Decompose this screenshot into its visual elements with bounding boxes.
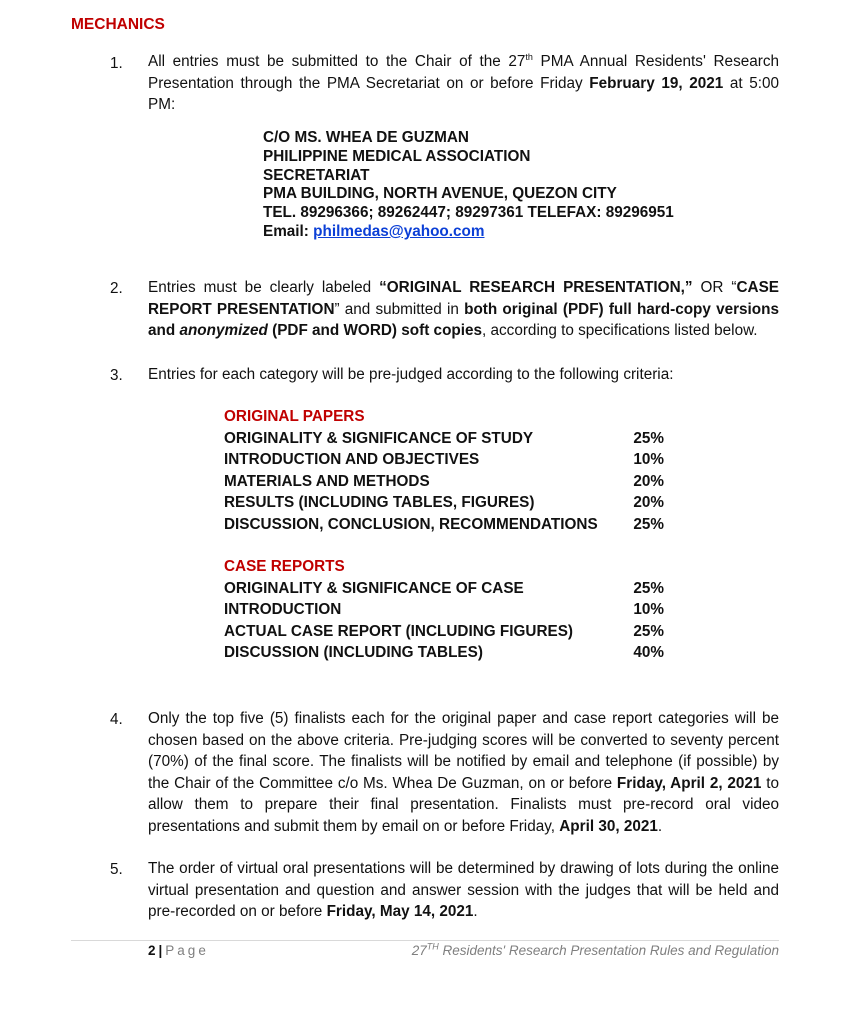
- item-number-1: 1.: [110, 55, 123, 72]
- page-word: Page: [165, 943, 209, 958]
- address-email-line: [263, 223, 674, 242]
- item-2-case-label: CASE REPORT PRESENTATION: [148, 279, 779, 318]
- criteria-percent: 20%: [633, 494, 664, 511]
- criteria-percent: 25%: [633, 622, 664, 640]
- criteria-percent: 25%: [633, 579, 664, 597]
- criteria-label: DISCUSSION, CONCLUSION, RECOMMENDATIONS: [224, 515, 598, 533]
- email-label: Email:: [263, 222, 314, 240]
- criteria-label: ACTUAL CASE REPORT (INCLUDING FIGURES): [224, 622, 573, 640]
- criteria-row: [224, 449, 664, 471]
- case-reports-title: CASE REPORTS: [224, 558, 345, 575]
- criteria-row: [224, 428, 664, 450]
- criteria-label: MATERIALS AND METHODS: [224, 472, 430, 490]
- item-4-notify-date: Friday, April 2, 2021: [616, 774, 762, 792]
- email-link[interactable]: philmedas@yahoo.com: [313, 222, 485, 240]
- item-number-3: 3.: [110, 367, 123, 384]
- page-number: 2: [148, 943, 156, 958]
- item-1-text-c: at 5:00 PM:: [148, 74, 780, 113]
- item-3-paragraph: Entries for each category will be pre-judged according to the following criteria:: [148, 366, 674, 383]
- criteria-percent: 10%: [633, 601, 664, 618]
- item-2-text-a: Entries must be clearly labeled: [148, 279, 380, 296]
- criteria-percent: 25%: [633, 429, 664, 447]
- criteria-label: ORIGINALITY & SIGNIFICANCE OF STUDY: [224, 429, 534, 447]
- item-number-2: 2.: [110, 280, 123, 297]
- item-1-paragraph: [148, 51, 779, 116]
- address-line-2: PHILIPPINE MEDICAL ASSOCIATION: [263, 147, 531, 165]
- item-2-original-label: “ORIGINAL RESEARCH PRESENTATION,”: [379, 279, 693, 296]
- criteria-label: ORIGINALITY & SIGNIFICANCE OF CASE: [224, 579, 524, 597]
- criteria-row: [224, 471, 664, 493]
- criteria-percent: 40%: [633, 644, 664, 661]
- item-5-text-c: .: [473, 903, 478, 920]
- item-number-5: 5.: [110, 861, 123, 878]
- criteria-label: RESULTS (INCLUDING TABLES, FIGURES): [224, 494, 535, 511]
- section-heading: MECHANICS: [71, 16, 165, 33]
- item-2-copies-a: both original (PDF) full hard-copy versions and: [148, 300, 780, 339]
- item-2-anonymized: anonymized: [179, 322, 268, 339]
- original-papers-criteria: [224, 406, 664, 535]
- item-number-4: 4.: [110, 711, 123, 728]
- item-5-paragraph: [148, 858, 779, 923]
- item-2-text-c: OR “: [692, 279, 737, 296]
- criteria-row: [224, 578, 664, 600]
- item-4-submit-date: April 30, 2021: [559, 817, 658, 835]
- footer-title-a: 27: [411, 943, 427, 958]
- item-2-text-e: ” and submitted in: [334, 300, 465, 318]
- footer-title-sup: TH: [426, 941, 439, 952]
- criteria-label: INTRODUCTION: [224, 601, 342, 618]
- footer-divider: [71, 940, 779, 941]
- footer-document-title: [412, 943, 779, 958]
- item-1-text-a: All entries must be submitted to the Chair of the 27: [148, 53, 526, 70]
- item-4-text-a: Only the top five (5) finalists each for the original paper and case report categories will be chosen based on the above criteria. Pre-judging scores will be converted to seventy percent (70%) of the final score. The finalists will be notified by email and telephone (if possible) by the Chair of the Committee c/o Ms. Whea De Guzman, on or before: [148, 710, 779, 792]
- criteria-row: [224, 599, 664, 621]
- criteria-row: [224, 514, 664, 536]
- address-line-4: PMA BUILDING, NORTH AVENUE, QUEZON CITY: [263, 185, 617, 203]
- original-papers-title: ORIGINAL PAPERS: [224, 408, 365, 425]
- case-reports-criteria: [224, 556, 664, 664]
- secretariat-address: [263, 129, 674, 242]
- page-separator: |: [158, 943, 163, 958]
- criteria-row: [224, 621, 664, 643]
- address-line-3: SECRETARIAT: [263, 166, 370, 184]
- item-1-deadline: February 19, 2021: [589, 74, 724, 92]
- item-1-sup: th: [525, 51, 533, 62]
- item-4-text-e: .: [657, 817, 663, 835]
- address-line-5: TEL. 89296366; 89262447; 89297361 TELEFAX: 89296951: [263, 204, 674, 222]
- footer-page-number: [148, 943, 209, 958]
- criteria-percent: 20%: [633, 472, 664, 490]
- item-2-paragraph: [148, 277, 779, 342]
- item-2-copies-b: (PDF and WORD) soft copies: [267, 322, 483, 339]
- footer-title-b: Residents' Research Presentation Rules and Regulation: [438, 943, 779, 958]
- criteria-label: DISCUSSION (INCLUDING TABLES): [224, 644, 483, 661]
- criteria-percent: 10%: [633, 451, 664, 468]
- criteria-row: [224, 492, 664, 514]
- item-1-text-b: PMA Annual Residents' Research Presentation through the PMA Secretariat on or before Friday: [148, 53, 779, 92]
- criteria-label: INTRODUCTION AND OBJECTIVES: [224, 451, 480, 468]
- item-4-paragraph: [148, 708, 779, 837]
- criteria-row: [224, 642, 664, 664]
- address-line-1: C/O MS. WHEA DE GUZMAN: [263, 129, 469, 146]
- item-4-text-c: to allow them to prepare their final presentation. Finalists must pre-record oral video presentations and submit them by email on or before Friday,: [148, 774, 780, 835]
- criteria-percent: 25%: [633, 515, 664, 533]
- item-2-text-i: , according to specifications listed below.: [482, 322, 758, 339]
- item-5-date: Friday, May 14, 2021: [326, 903, 474, 920]
- item-5-text-a: The order of virtual oral presentations will be determined by drawing of lots during the online virtual presentation and question and answer session with the judges that will be held and pre-recorded on or before: [148, 860, 779, 920]
